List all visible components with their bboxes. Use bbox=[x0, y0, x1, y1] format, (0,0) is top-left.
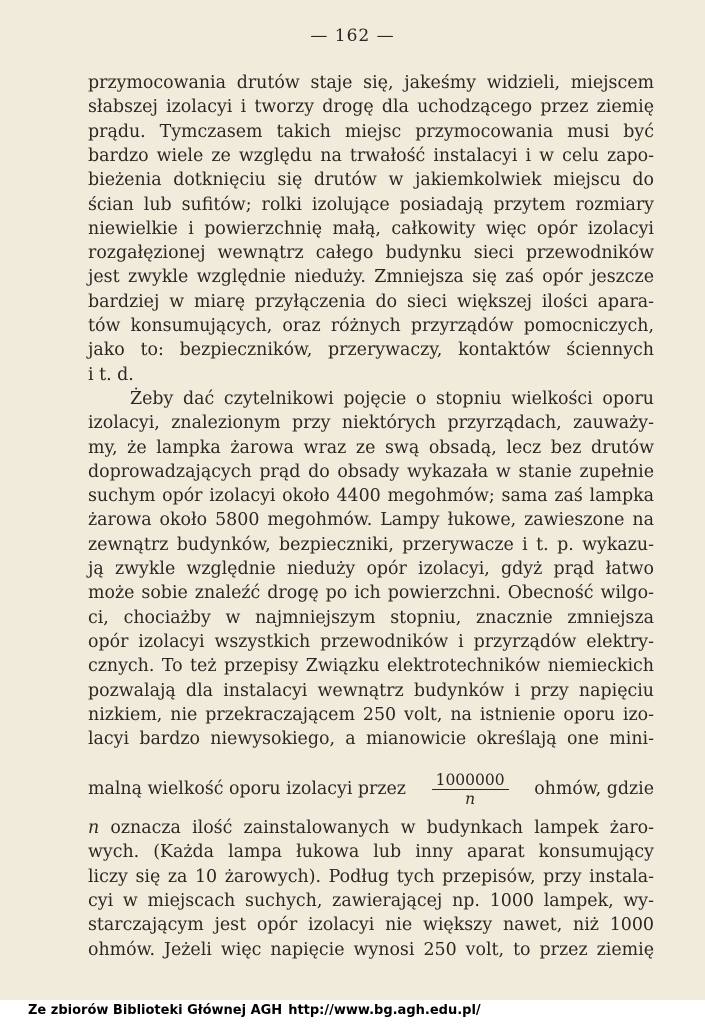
text-line: izolacyi, znalezionym przy niektórych przyrządach, zauważy- bbox=[88, 413, 654, 434]
text-line: bardziej w miarę przyłączenia do sieci większej ilości apara- bbox=[88, 291, 654, 312]
text-line: suchym opór izolacyi około 4400 megohmów; sama zaś lampka bbox=[88, 486, 654, 507]
source-footer bbox=[0, 1000, 705, 1024]
text-line: niewielkie i powierzchnię małą, całkowity więc opór izolacyi bbox=[88, 218, 654, 239]
text-line: i t. d. bbox=[88, 364, 134, 385]
fraction-numerator: 1000000 bbox=[432, 771, 509, 790]
text-line: ścian lub sufitów; rolki izolujące posiadają przytem rozmiary bbox=[88, 194, 654, 215]
text-line: jako to: bezpieczników, przerywaczy, kontaktów ściennych bbox=[88, 340, 654, 361]
text-line bbox=[88, 816, 654, 840]
text-line: lacyi bardzo niewysokiego, a mianowicie określają one mini- bbox=[88, 729, 654, 750]
text-span: oznacza ilość zainstalowanych w budynkach lampek żaro- bbox=[99, 818, 654, 838]
text-line: cznych. To też przepisy Związku elektrotechników niemieckich bbox=[88, 656, 654, 677]
text-line: opór izolacyi wszystkich przewodników i przyrządów elektry- bbox=[88, 631, 654, 652]
text-line: jest zwykle względnie nieduży. Zmniejsza się zaś opór jeszcze bbox=[88, 267, 654, 288]
text-line: nizkiem, nie przekraczającem 250 volt, na istnienie oporu izo- bbox=[88, 704, 654, 725]
formula-text-before: malną wielkość oporu izolacyi przez bbox=[88, 779, 406, 799]
text-line: bieżenia dotknięciu się drutów w jakiemkolwiek miejscu do bbox=[88, 170, 654, 191]
formula-line bbox=[88, 769, 654, 809]
text-line: zewnątrz budynków, bezpieczniki, przerywacze i t. p. wykazu- bbox=[88, 534, 654, 555]
text-line: pozwalają dla instalacyi wewnątrz budynków i przy napięciu bbox=[88, 680, 654, 701]
text-line: tów konsumujących, oraz różnych przyrządów pomocniczych, bbox=[88, 316, 654, 336]
text-line: może sobie znaleźć drogę po ich powierzchni. Obecność wilgo- bbox=[88, 583, 654, 604]
text-line: ci, chociażby w najmniejszym stopniu, znacznie zmniejsza bbox=[88, 607, 654, 628]
text-line: cyi w miejscach suchych, zawierającej np. 1000 lampek, wy- bbox=[88, 890, 654, 911]
text-line: my, że lampka żarowa wraz ze swą obsadą, lecz bez drutów bbox=[88, 437, 654, 458]
fraction bbox=[432, 771, 509, 808]
formula-text-after: ohmów, gdzie bbox=[534, 779, 654, 799]
text-line: doprowadzających prąd do obsady wykazała w stanie zupełnie bbox=[88, 461, 654, 482]
text-line: bardzo wiele ze względu na trwałość instalacyi i w celu zapo- bbox=[88, 145, 654, 166]
text-line: starczającym jest opór izolacyi nie większy nawet, niż 1000 bbox=[88, 915, 654, 936]
text-line: ohmów. Jeżeli więc napięcie wynosi 250 volt, to przez ziemię bbox=[88, 939, 654, 960]
text-line: liczy się za 10 żarowych). Podług tych przepisów, przy instala- bbox=[88, 866, 654, 887]
footer-url[interactable]: http://www.bg.agh.edu.pl/ bbox=[288, 1003, 481, 1018]
text-line: prądu. Tymczasem takich miejsc przymocowania musi być bbox=[88, 121, 654, 142]
footer-source: Ze zbiorów Biblioteki Głównej AGH bbox=[28, 1003, 283, 1018]
page-number: — 162 — bbox=[310, 26, 395, 46]
text-line: wych. (Każda lampa łukowa lub inny aparat konsumujący bbox=[88, 842, 654, 863]
text-line: słabszej izolacyi i tworzy drogę dla uchodzącego przez ziemię bbox=[88, 97, 654, 118]
text-line: ją zwykle względnie nieduży opór izolacyi, gdyż prąd łatwo bbox=[88, 559, 654, 579]
text-line: przymocowania drutów staje się, jakeśmy widzieli, miejscem bbox=[88, 73, 654, 93]
variable-n: n bbox=[88, 818, 100, 838]
text-line: żarowa około 5800 megohmów. Lampy łukowe, zawieszone na bbox=[88, 510, 654, 531]
fraction-denominator: n bbox=[465, 789, 476, 808]
paragraph-first-line: Żeby dać czytelnikowi pojęcie o stopniu wielkości oporu bbox=[130, 388, 654, 409]
text-line: rozgałęzionej wewnątrz całego budynku sieci przewodników bbox=[88, 243, 654, 264]
